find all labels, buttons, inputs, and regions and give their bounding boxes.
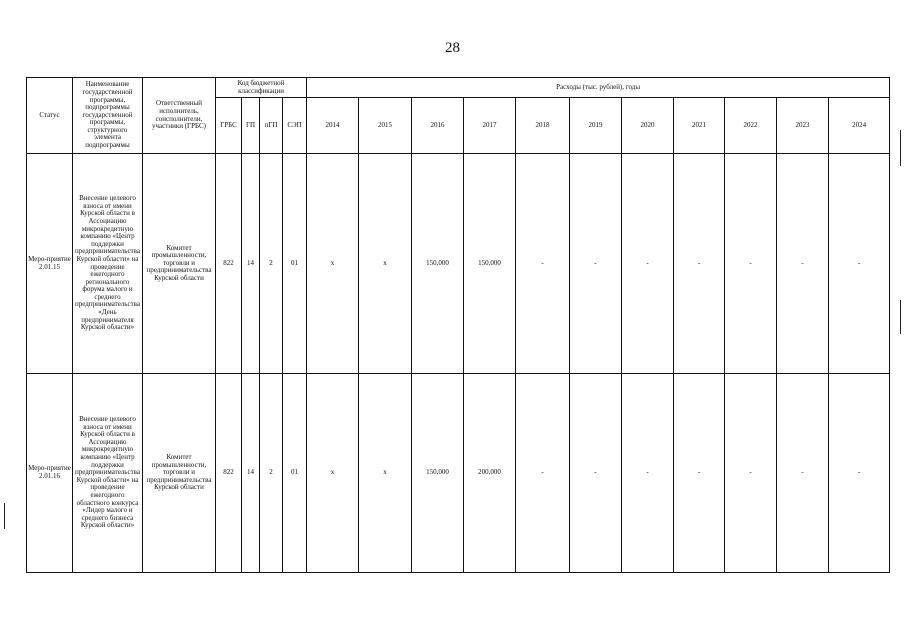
row-sep: 01 (283, 374, 307, 573)
row-value: - (674, 154, 725, 374)
row-value: 200,000 (464, 374, 516, 573)
row-status: Меро-приятие 2.01.16 (27, 374, 73, 573)
header-code-pgp: пГП (260, 98, 283, 154)
header-year: 2016 (412, 98, 464, 154)
row-value: x (359, 374, 412, 573)
row-name: Внесение целевого взноса от имени Курской области в Ассоциацию микрокредитную компанию «Центр поддержки предпринимательства Курской области» на проведение ежегодного регионального форума малого и среднего предпринимательства «День предпринимателя Курской области» (73, 154, 143, 374)
header-year: 2019 (570, 98, 622, 154)
row-gp: 14 (242, 154, 260, 374)
right-edge-mark-1 (900, 130, 901, 166)
header-code-sep: СЭП (283, 98, 307, 154)
page-number: 28 (445, 40, 460, 56)
header-name: Наименование государственной программы, подпрограммы государственной программы, структурного элемента подпрограммы (73, 78, 143, 154)
header-budget-code: Код бюджетной классификации (216, 78, 307, 98)
header-code-gp: ГП (242, 98, 260, 154)
left-edge-mark (4, 503, 5, 529)
row-value: - (725, 154, 777, 374)
row-gp: 14 (242, 374, 260, 573)
row-responsible: Комитет промышленности, торговли и предпринимательства Курской области (143, 374, 216, 573)
header-year: 2017 (464, 98, 516, 154)
row-value: - (570, 374, 622, 573)
row-pgp: 2 (260, 374, 283, 573)
row-value: - (725, 374, 777, 573)
row-pgp: 2 (260, 154, 283, 374)
row-value: - (777, 154, 829, 374)
row-value: - (516, 154, 570, 374)
row-value: - (829, 154, 890, 374)
row-name: Внесение целевого взноса от имени Курской области в Ассоциацию микрокредитную компанию «Центр поддержки предпринимательства Курской области» на проведение ежегодного областного конкурса «Лидер малого и среднего бизнеса Курской области» (73, 374, 143, 573)
row-value: - (777, 374, 829, 573)
budget-table (26, 77, 890, 573)
row-sep: 01 (283, 154, 307, 374)
header-year: 2021 (674, 98, 725, 154)
row-grbs: 822 (216, 374, 242, 573)
row-value: - (622, 374, 674, 573)
header-year: 2018 (516, 98, 570, 154)
header-code-grbs: ГРБС (216, 98, 242, 154)
row-grbs: 822 (216, 154, 242, 374)
header-status: Статус (27, 78, 73, 154)
header-year: 2022 (725, 98, 777, 154)
row-value: 150,000 (412, 154, 464, 374)
row-value: x (307, 154, 359, 374)
row-value: 150,000 (412, 374, 464, 573)
header-year: 2014 (307, 98, 359, 154)
header-year: 2024 (829, 98, 890, 154)
table-row (27, 374, 890, 573)
row-value: - (829, 374, 890, 573)
header-year: 2023 (777, 98, 829, 154)
row-status: Меро-приятие 2.01.15 (27, 154, 73, 374)
row-value: 150,000 (464, 154, 516, 374)
table-row (27, 154, 890, 374)
header-year: 2020 (622, 98, 674, 154)
header-year: 2015 (359, 98, 412, 154)
row-value: - (516, 374, 570, 573)
row-value: x (307, 374, 359, 573)
row-value: - (622, 154, 674, 374)
row-value: - (674, 374, 725, 573)
row-value: x (359, 154, 412, 374)
right-edge-mark-2 (900, 300, 901, 334)
row-responsible: Комитет промышленности, торговли и предпринимательства Курской области (143, 154, 216, 374)
header-expenses: Расходы (тыс. рублей), годы (307, 78, 890, 98)
header-responsible: Ответственный исполнитель, соисполнители, участники (ГРБС) (143, 78, 216, 154)
row-value: - (570, 154, 622, 374)
